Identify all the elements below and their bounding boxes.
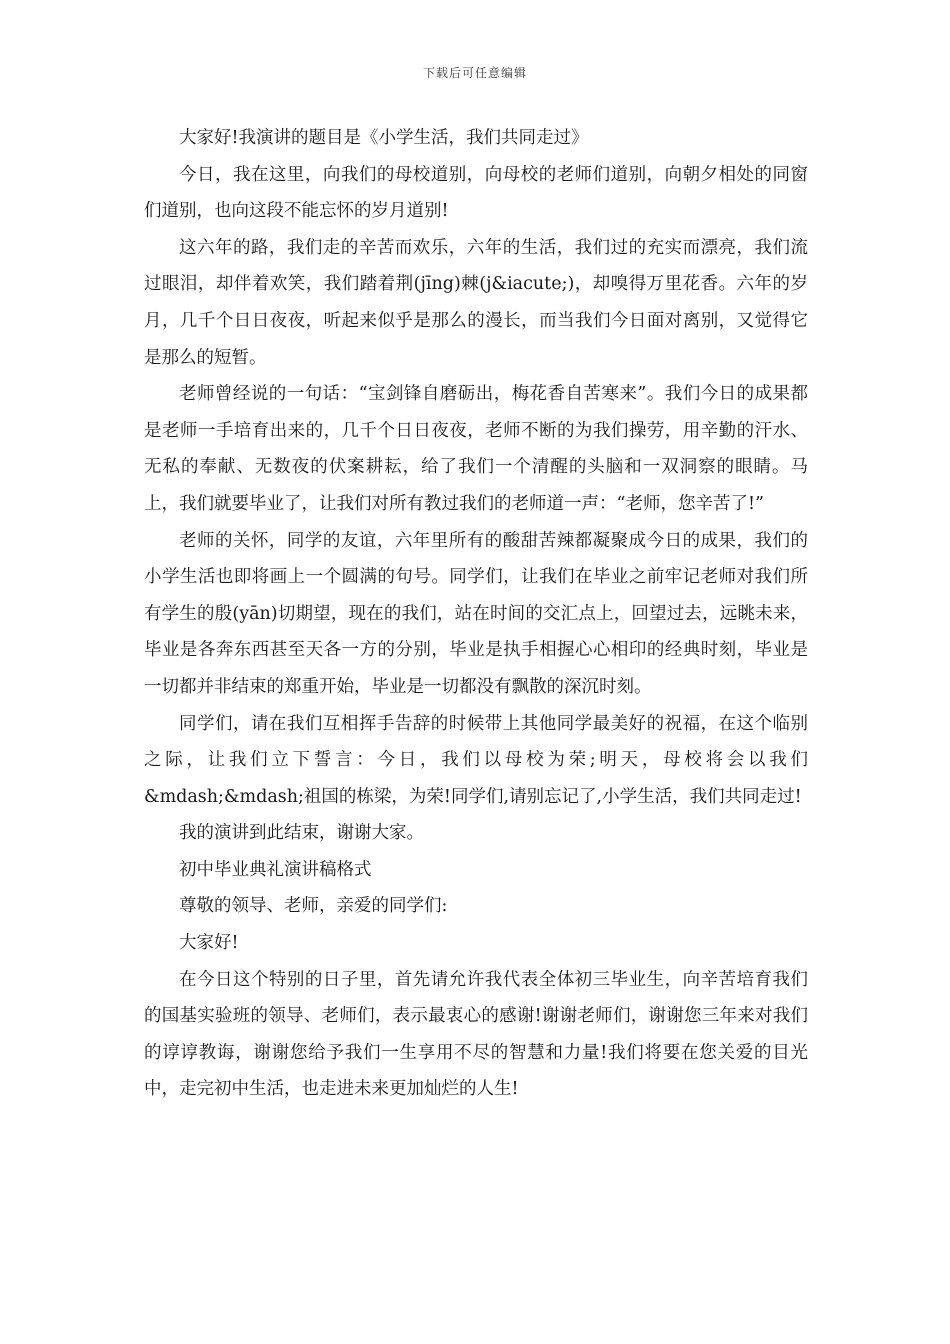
- salutation: 尊敬的领导、老师，亲爱的同学们:: [179, 896, 448, 917]
- paragraph: 大家好!我演讲的题目是《小学生活，我们共同走过》: [179, 128, 589, 148]
- page-header: 下载后可任意编辑: [422, 66, 527, 80]
- document-body: [144, 120, 808, 1108]
- greeting: 大家好!: [179, 933, 239, 954]
- paragraph: 我的演讲到此结束，谢谢大家。: [179, 823, 424, 844]
- paragraph: 今日，我在这里，向我们的母校道别，向母校的老师们道别，向朝夕相处的同窗们道别，也向这段不能忘怀的岁月道别!: [144, 164, 808, 222]
- paragraph: 老师曾经说的一句话：“宝剑锋自磨砺出，梅花香自苦寒来”。我们今日的成果都是老师一手培育出来的，几千个日日夜夜，老师不断的为我们操劳，用辛勤的汗水、无私的奉献、无数夜的伏案耕耘，给了我们一个清醒的头脑和一双洞察的眼睛。马上，我们就要毕业了，让我们对所有教过我们的老师道一声：“老师，您辛苦了!”: [144, 384, 808, 514]
- paragraph: 老师的关怀，同学的友谊，六年里所有的酸甜苦辣都凝聚成今日的成果，我们的小学生活也即将画上一个圆满的句号。同学们，让我们在毕业之前牢记老师对我们所有学生的殷(yān)切期望，现在的我们，站在时间的交汇点上，回望过去，远眺未来，毕业是各奔东西甚至天各一方的分别，毕业是执手相握心心相印的经典时刻，毕业是一切都并非结束的郑重开始，毕业是一切都没有飘散的深沉时刻。: [144, 530, 808, 697]
- paragraph: 这六年的路，我们走的辛苦而欢乐，六年的生活，我们过的充实而漂亮，我们流过眼泪，却伴着欢笑，我们踏着荆(jīng)棘(j&iacute;)，却嗅得万里花香。六年的岁月，几千个日日夜夜，听起来似乎是那么的漫长，而当我们今日面对离别，又觉得它是那么的短暂。: [144, 237, 808, 368]
- section-title: 初中毕业典礼演讲稿格式: [179, 859, 372, 880]
- paragraph: 在今日这个特别的日子里，首先请允许我代表全体初三毕业生，向辛苦培育我们的国基实验班的领导、老师们，表示最衷心的感谢!谢谢老师们，谢谢您三年来对我们的谆谆教诲，谢谢您给予我们一生享用不尽的智慧和力量!我们将要在您关爱的目光中，走完初中生活，也走进未来更加灿烂的人生!: [144, 969, 808, 1100]
- paragraph: 同学们，请在我们互相挥手告辞的时候带上其他同学最美好的祝福，在这个临别之际，让我们立下誓言：今日，我们以母校为荣;明天，母校将会以我们&mdash;&mdash;祖国的栋梁，为荣!同学们,请别忘记了,小学生活，我们共同走过!: [144, 713, 808, 807]
